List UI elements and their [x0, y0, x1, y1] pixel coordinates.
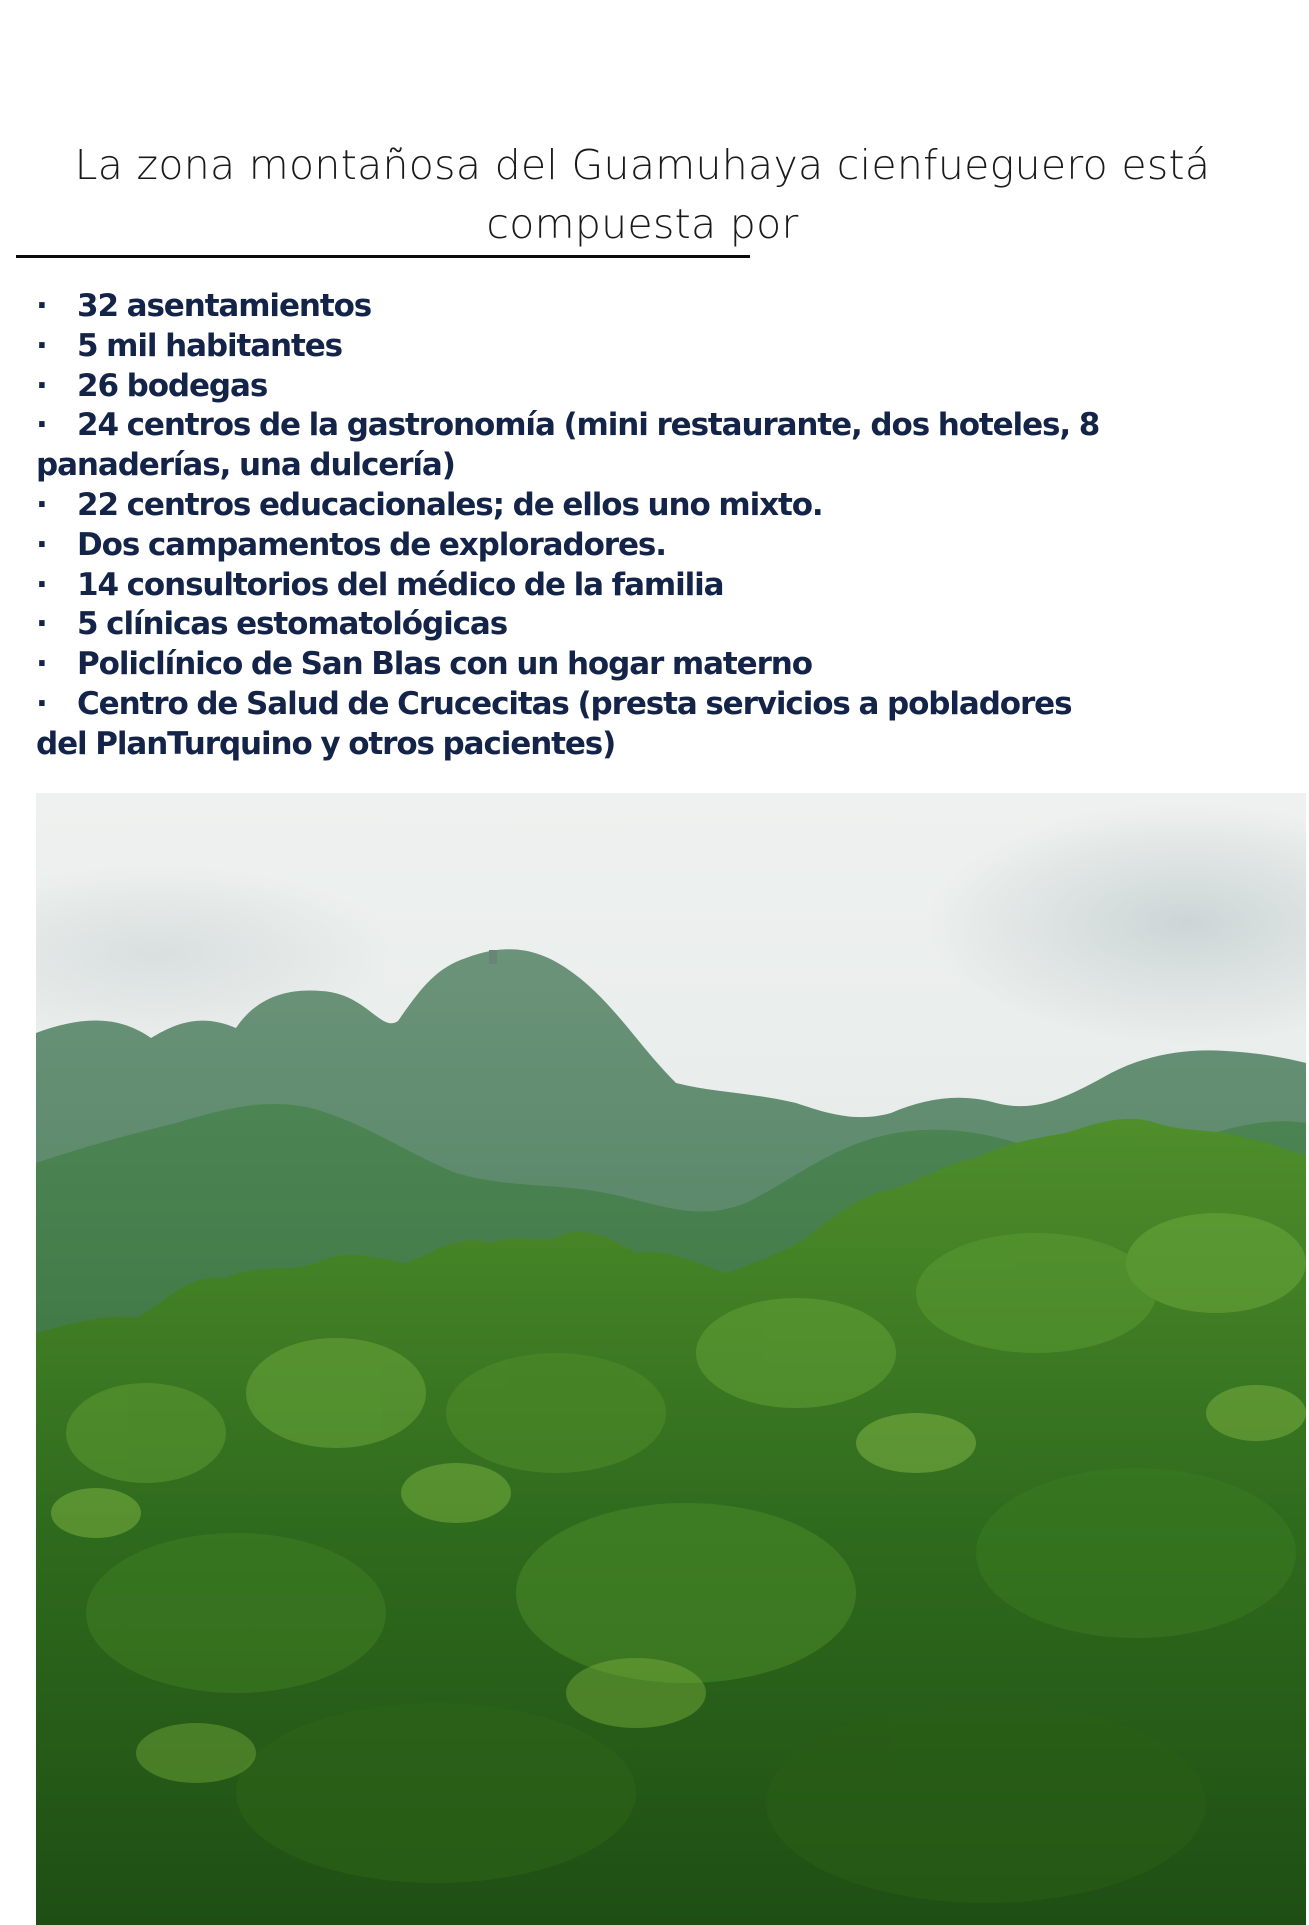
list-item-text: 5 clínicas estomatológicas: [77, 606, 508, 643]
list-item: [36, 486, 1276, 526]
list-item-text-continued: del PlanTurquino y otros pacientes): [36, 725, 616, 762]
bullet-dot: ·: [36, 407, 47, 444]
bullet-dot: ·: [36, 288, 47, 324]
list-item-text: 22 centros educacionales; de ellos uno mixto.: [77, 486, 823, 523]
mountain-landscape-photo: [36, 793, 1306, 1925]
list-item: [36, 406, 1276, 486]
mountain-landscape-illustration: [36, 793, 1306, 1925]
list-item-text: 14 consultorios del médico de la familia: [77, 566, 724, 603]
list-item-text: 5 mil habitantes: [77, 327, 343, 364]
list-item-text: 32 asentamientos: [77, 288, 372, 324]
list-item-text-continued: panaderías, una dulcería): [36, 447, 455, 484]
facts-list: [36, 287, 1276, 765]
page-title: [40, 136, 1245, 254]
bullet-dot: ·: [36, 526, 47, 563]
list-item-text: 24 centros de la gastronomía (mini restaurante, dos hoteles, 8: [77, 407, 1100, 444]
bullet-dot: ·: [36, 367, 47, 404]
bullet-dot: ·: [36, 566, 47, 603]
list-item: [36, 685, 1276, 765]
bullet-dot: ·: [36, 327, 47, 364]
list-item-text: 26 bodegas: [77, 367, 268, 404]
list-item: [36, 566, 1276, 606]
list-item: [36, 287, 1276, 327]
list-item: [36, 526, 1276, 566]
observation-tower: [489, 950, 497, 964]
bullet-dot: ·: [36, 646, 47, 683]
list-item: [36, 327, 1276, 367]
title-underline: [16, 255, 750, 258]
list-item-text: Policlínico de San Blas con un hogar materno: [77, 646, 812, 683]
bullet-dot: ·: [36, 685, 47, 722]
list-item: [36, 645, 1276, 685]
bullet-dot: ·: [36, 606, 47, 643]
list-item: [36, 367, 1276, 407]
list-item-text: Centro de Salud de Crucecitas (presta servicios a pobladores: [77, 685, 1072, 722]
list-item: [36, 605, 1276, 645]
bullet-dot: ·: [36, 486, 47, 523]
page-title-line-2: compuesta por: [486, 200, 799, 248]
list-item-text: Dos campamentos de exploradores.: [77, 526, 666, 563]
page-title-line-1: La zona montañosa del Guamuhaya cienfueguero está: [74, 141, 1211, 189]
